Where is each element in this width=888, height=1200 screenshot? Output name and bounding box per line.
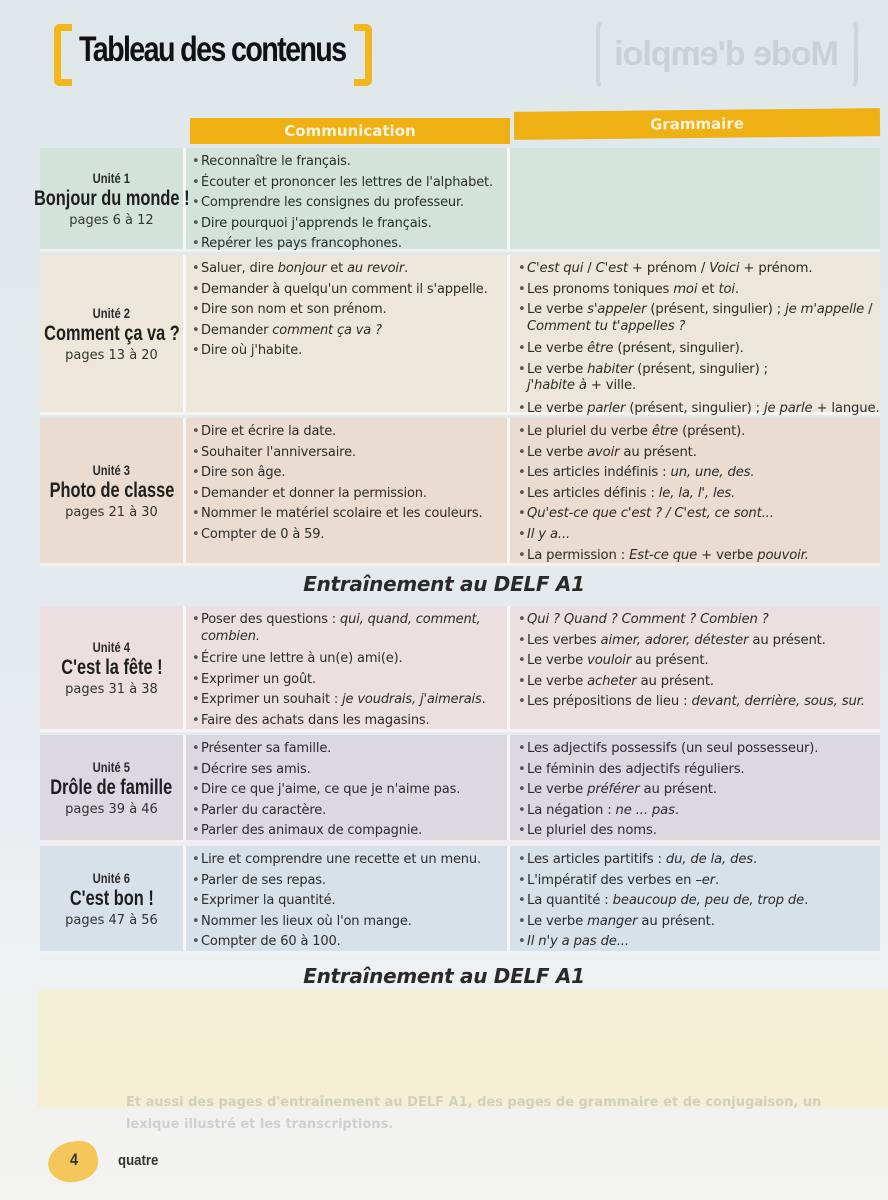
unit-pages: pages 13 à 20 — [65, 347, 158, 363]
communication-cell — [186, 735, 510, 840]
list-item: • Le verbe parler (présent, singulier) ; je parle + langue. — [518, 399, 880, 420]
communication-cell — [186, 846, 510, 951]
list-item: • Nommer le matériel scolaire et les couleurs. — [192, 504, 507, 525]
list-item: • Les pronoms toniques moi et toi. — [518, 280, 880, 301]
column-header-communication: Communication — [190, 118, 510, 144]
bleed-through-block — [38, 990, 888, 1108]
unit-cell — [40, 418, 186, 563]
list-item: • Compter de 60 à 100. — [192, 932, 507, 953]
unit-number: Unité 2 — [92, 304, 131, 321]
bleed-through-text: Et aussi des pages d'entraînement au DELF A1, des pages de grammaire et de conjugaison, un lexique illustré et les transcriptions. — [126, 1095, 822, 1132]
communication-cell — [186, 148, 510, 252]
delf-section-heading: Entraînement au DELF A1 — [303, 964, 585, 988]
grammaire-cell — [510, 255, 880, 416]
list-item: • Le pluriel des noms. — [518, 821, 880, 842]
list-item: • Écrire une lettre à un(e) ami(e). — [192, 649, 507, 670]
unit-pages: pages 6 à 12 — [69, 212, 154, 228]
list-item: • Dire son nom et son prénom. — [192, 300, 507, 321]
list-item: • Demander à quelqu'un comment il s'appelle. — [192, 280, 507, 301]
list-item: • Le verbe être (présent, singulier). — [518, 339, 880, 360]
list-item: • Qu'est-ce que c'est ? / C'est, ce sont... — [518, 504, 880, 525]
list-item: • Parler des animaux de compagnie. — [192, 821, 507, 842]
unit-name: C'est la fête ! — [60, 655, 163, 679]
list-item: • Le verbe manger au présent. — [518, 912, 880, 933]
list-item: • Il y a... — [518, 525, 880, 546]
list-item: • Le verbe avoir au présent. — [518, 443, 880, 464]
unit-pages: pages 47 à 56 — [65, 912, 158, 928]
list-item: • Poser des questions : qui, quand, comment, combien. — [192, 612, 507, 645]
list-item: • Parler du caractère. — [192, 801, 507, 822]
list-item: • Faire des achats dans les magasins. — [192, 711, 507, 732]
list-item: • Les adjectifs possessifs (un seul possesseur). — [518, 739, 880, 760]
unit-number: Unité 1 — [92, 169, 131, 186]
grammaire-cell — [510, 606, 880, 729]
list-item: • Repérer les pays francophones. — [192, 234, 507, 255]
unit-name: C'est bon ! — [69, 886, 154, 910]
list-item: • Les verbes aimer, adorer, détester au présent. — [518, 631, 880, 652]
unit-cell — [40, 606, 186, 729]
list-item: • Nommer les lieux où l'on mange. — [192, 912, 507, 933]
unit-cell — [40, 846, 186, 951]
list-item: • Exprimer un goût. — [192, 670, 507, 691]
unit-name: Photo de classe — [49, 478, 174, 502]
list-item: • Exprimer un souhait : je voudrais, j'aimerais. — [192, 690, 507, 711]
list-item: • Dire pourquoi j'apprends le français. — [192, 214, 507, 235]
list-item: • Exprimer la quantité. — [192, 891, 507, 912]
unit-cell — [40, 735, 186, 840]
list-item: • Les articles indéfinis : un, une, des. — [518, 463, 880, 484]
delf-section-heading: Entraînement au DELF A1 — [303, 572, 585, 596]
unit-cell — [33, 148, 190, 249]
list-item: • Dire et écrire la date. — [192, 422, 507, 443]
list-item: • Le verbe acheter au présent. — [518, 672, 880, 693]
list-item: • Le verbe préférer au présent. — [518, 780, 880, 801]
list-item: • La négation : ne ... pas. — [518, 801, 880, 822]
list-item: • Parler de ses repas. — [192, 871, 507, 892]
column-header-grammaire: Grammaire — [514, 108, 880, 140]
list-item: • Demander comment ça va ? — [192, 321, 507, 342]
unit-pages: pages 21 à 30 — [65, 504, 158, 520]
list-item: • Le féminin des adjectifs réguliers. — [518, 760, 880, 781]
unit-cell — [40, 255, 186, 412]
page-title: Tableau des contenus — [79, 30, 346, 69]
list-item: • Le verbe vouloir au présent. — [518, 651, 880, 672]
unit-row-2 — [40, 255, 880, 415]
list-item: • Demander et donner la permission. — [192, 484, 507, 505]
page-number-badge — [46, 1140, 102, 1184]
list-item: • Les articles définis : le, la, l', les. — [518, 484, 880, 505]
unit-number: Unité 5 — [92, 758, 131, 775]
bracket-right-icon — [354, 24, 372, 86]
list-item: • Lire et comprendre une recette et un menu. — [192, 850, 507, 871]
list-item: • Souhaiter l'anniversaire. — [192, 443, 507, 464]
unit-number: Unité 4 — [92, 638, 131, 655]
list-item: • Dire ce que j'aime, ce que je n'aime pas. — [192, 780, 507, 801]
list-item: • Saluer, dire bonjour et au revoir. — [192, 259, 507, 280]
list-item: • Qui ? Quand ? Comment ? Combien ? — [518, 610, 880, 631]
list-item: • Il n'y a pas de... — [518, 932, 880, 953]
page-number: 4 — [69, 1150, 79, 1169]
page-title-block — [54, 24, 372, 86]
unit-pages: pages 39 à 46 — [65, 801, 158, 817]
unit-row-1 — [33, 148, 880, 252]
bleed-through-title: Mode d'emploi — [596, 18, 858, 90]
list-item: • L'impératif des verbes en –er. — [518, 871, 880, 892]
unit-name: Comment ça va ? — [43, 321, 180, 345]
list-item: • Compter de 0 à 59. — [192, 525, 507, 546]
list-item: • Le verbe s'appeler (présent, singulier) ; je m'appelle / Comment tu t'appelles ? — [518, 302, 880, 335]
communication-cell — [186, 255, 510, 412]
list-item: • La permission : Est-ce que + verbe pouvoir. — [518, 546, 880, 567]
communication-cell — [186, 606, 510, 729]
list-item: • Écouter et prononcer les lettres de l'alphabet. — [192, 173, 507, 194]
list-item: • Les articles partitifs : du, de la, des. — [518, 850, 880, 871]
list-item: • La quantité : beaucoup de, peu de, trop de. — [518, 891, 880, 912]
unit-row-6 — [40, 846, 880, 954]
unit-row-4 — [40, 606, 880, 732]
unit-row-3 — [40, 418, 880, 566]
list-item: • Décrire ses amis. — [192, 760, 507, 781]
communication-cell — [186, 418, 510, 563]
grammaire-cell — [510, 846, 880, 951]
list-item: • Dire où j'habite. — [192, 341, 507, 362]
list-item: • Les prépositions de lieu : devant, derrière, sous, sur. — [518, 692, 880, 713]
list-item: • Dire son âge. — [192, 463, 507, 484]
grammaire-cell — [510, 735, 880, 840]
unit-row-5 — [40, 735, 880, 843]
bracket-left-icon — [54, 24, 72, 86]
grammaire-cell — [510, 418, 880, 563]
unit-number: Unité 3 — [92, 461, 131, 478]
grammaire-cell-empty — [510, 148, 880, 249]
list-item: • Le pluriel du verbe être (présent). — [518, 422, 880, 443]
unit-pages: pages 31 à 38 — [65, 681, 158, 697]
list-item: • C'est qui / C'est + prénom / Voici + prénom. — [518, 259, 880, 280]
list-item: • Présenter sa famille. — [192, 739, 507, 760]
list-item: • Le verbe habiter (présent, singulier) ; j'habite à + ville. — [518, 362, 880, 395]
list-item: • Comprendre les consignes du professeur. — [192, 193, 507, 214]
unit-name: Drôle de famille — [50, 775, 173, 799]
unit-number: Unité 6 — [92, 869, 131, 886]
list-item: • Reconnaître le français. — [192, 152, 507, 173]
page-number-word: quatre — [118, 1152, 159, 1169]
unit-name: Bonjour du monde ! — [33, 186, 190, 210]
